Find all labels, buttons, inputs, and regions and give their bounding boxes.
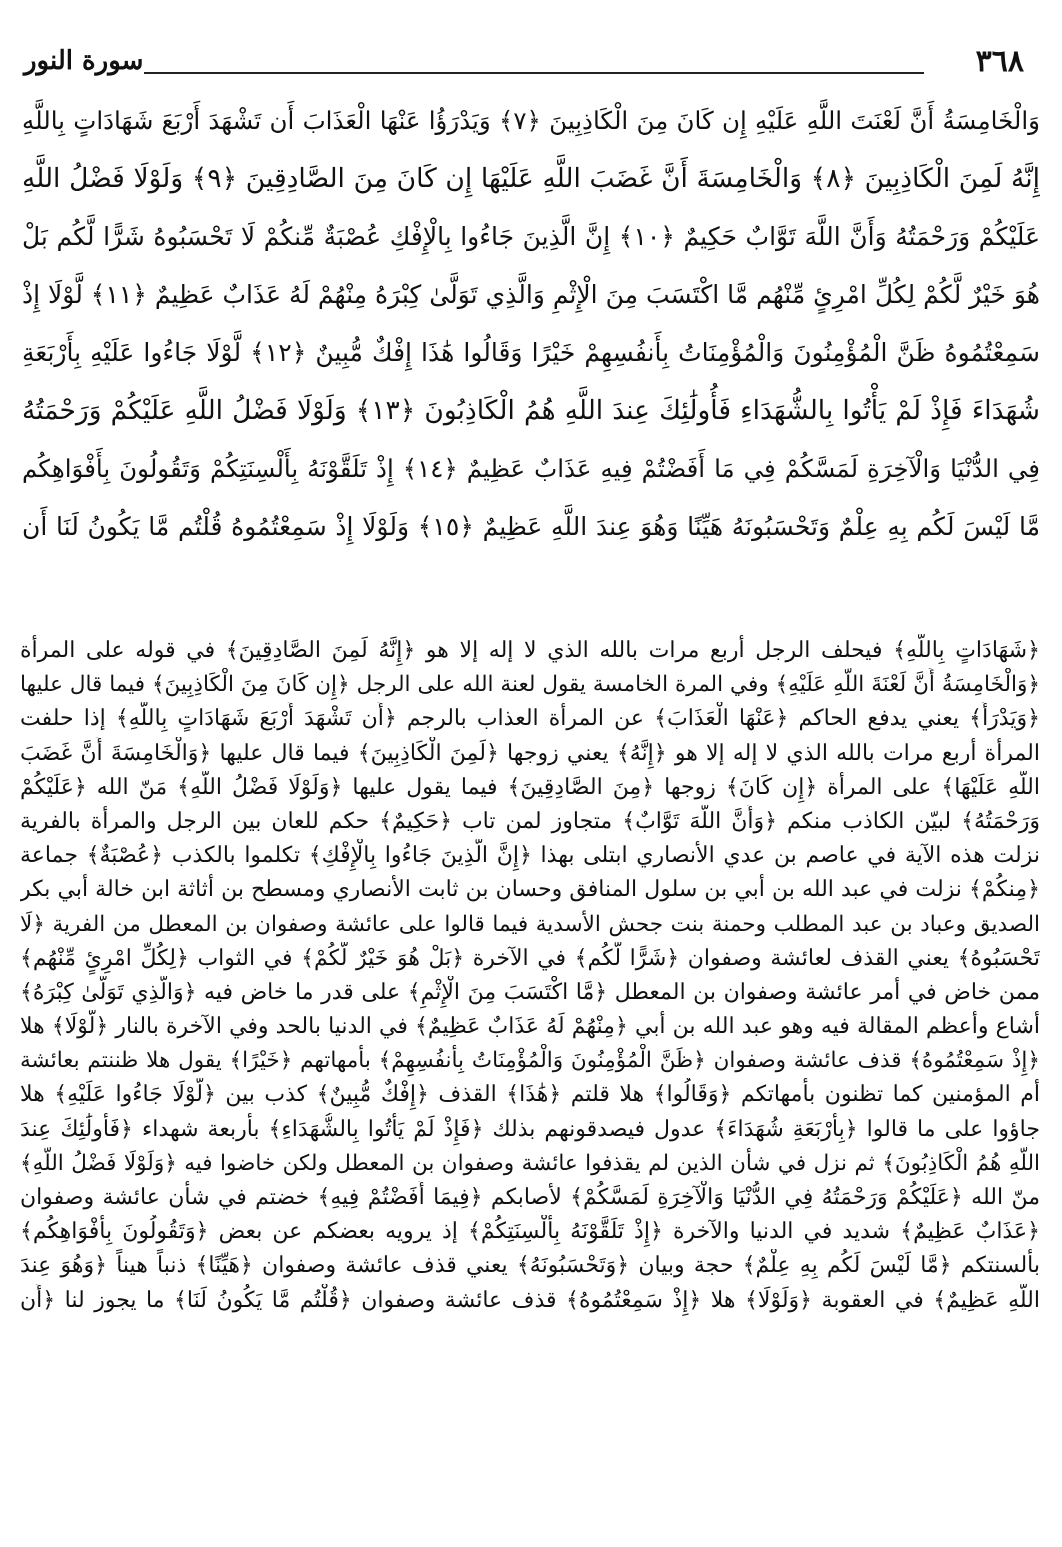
header-rule [144, 72, 924, 74]
quran-line: عَلَيْكُمْ وَرَحْمَتُهُ وَأَنَّ اللَّهَ تَوَّابٌ حَكِيمٌ ﴿١٠﴾ إِنَّ الَّذِينَ جَاءُوا بِالْإِفْكِ عُصْبَةٌ مِّنكُمْ لَا تَحْسَبُوهُ شَرًّا لَّكُم بَلْ [22, 222, 1040, 251]
quran-line: فِي الدُّنْيَا وَالْآخِرَةِ لَمَسَّكُمْ فِي مَا أَفَضْتُمْ فِيهِ عَذَابٌ عَظِيمٌ ﴿١٤﴾ إِذْ تَلَقَّوْنَهُ بِأَلْسِنَتِكُمْ وَتَقُولُونَ بِأَفْوَاهِكُم [22, 454, 1040, 483]
tafsir-line: ﴿إِذْ سَمِعْتُمُوهُ﴾ قذف عائشة وصفوان ﴿ظَنَّ الْمُؤْمِنُونَ وَالْمُؤْمِنَاتُ بِأَنفُسِهِمْ﴾ بأمهاتهم ﴿خَيْرًا﴾ يقول هلا ظننتم بعائشة [20, 1048, 1040, 1074]
tafsir-line: ممن خاض في أمر عائشة وصفوان بن المعطل ﴿مَّا اكْتَسَبَ مِنَ الْإِثْمِ﴾ على قدر ما خاض فيه ﴿وَالَّذِي تَوَلَّىٰ كِبْرَهُ﴾ [20, 979, 1040, 1005]
quran-text-block [22, 92, 1040, 556]
quran-line: وَالْخَامِسَةُ أَنَّ لَعْنَتَ اللَّهِ عَلَيْهِ إِن كَانَ مِنَ الْكَاذِبِينَ ﴿٧﴾ وَيَدْرَؤُا عَنْهَا الْعَذَابَ أَن تَشْهَدَ أَرْبَعَ شَهَادَاتٍ بِاللَّهِ [22, 106, 1040, 135]
tafsir-line: ﴿عَذَابٌ عَظِيمٌ﴾ شديد في الدنيا والآخرة ﴿إِذْ تَلَقَّوْنَهُ بِأَلْسِنَتِكُمْ﴾ إذ يرويه بعضكم عن بعض ﴿وَتَقُولُونَ بِأَفْوَاهِكُم﴾ [20, 1219, 1040, 1245]
quran-line: مَّا لَيْسَ لَكُم بِهِ عِلْمٌ وَتَحْسَبُونَهُ هَيِّنًا وَهُوَ عِندَ اللَّهِ عَظِيمٌ ﴿١٥﴾ وَلَوْلَا إِذْ سَمِعْتُمُوهُ قُلْتُم مَّا يَكُونُ لَنَا أَن [22, 512, 1040, 541]
tafsir-line: وَرَحْمَتُهُ﴾ لبيّن الكاذب منكم ﴿وَأَنَّ اللَّهَ تَوَّابٌ﴾ متجاوز لمن تاب ﴿حَكِيمٌ﴾ حكم للعان بين الرجل والمرأة بالفرية [20, 808, 1040, 834]
surah-name: سورة النور [24, 46, 144, 76]
tafsir-line: تَحْسَبُوهُ﴾ يعني القذف لعائشة وصفوان ﴿شَرًّا لَّكُم﴾ في الآخرة ﴿بَلْ هُوَ خَيْرٌ لَّكُمْ﴾ في الثواب ﴿لِكُلِّ امْرِئٍ مِّنْهُم﴾ [20, 945, 1040, 971]
page-header [24, 44, 1024, 84]
tafsir-line: اللَّهِ هُمُ الْكَاذِبُونَ﴾ ثم نزل في شأن الذين لم يقذفوا عائشة وصفوان بن المعطل ولكن خاضوا فيه ﴿وَلَوْلَا فَضْلُ اللَّهِ﴾ [20, 1150, 1040, 1176]
tafsir-line: منّ الله ﴿عَلَيْكُمْ وَرَحْمَتُهُ فِي الدُّنْيَا وَالْآخِرَةِ لَمَسَّكُمْ﴾ لأصابكم ﴿فِيمَا أَفَضْتُمْ فِيهِ﴾ خضتم في شأن عائشة وصفوان [20, 1185, 1040, 1210]
quran-line: سَمِعْتُمُوهُ ظَنَّ الْمُؤْمِنُونَ وَالْمُؤْمِنَاتُ بِأَنفُسِهِمْ خَيْرًا وَقَالُوا هَٰذَا إِفْكٌ مُّبِينٌ ﴿١٢﴾ لَّوْلَا جَاءُوا عَلَيْهِ بِأَرْبَعَةِ [22, 338, 1040, 367]
tafsir-line: نزلت هذه الآية في عاصم بن عدي الأنصاري ابتلى بهذا ﴿إِنَّ الَّذِينَ جَاءُوا بِالْإِفْكِ﴾ تكلموا بالكذب ﴿عُصْبَةٌ﴾ جماعة [20, 843, 1040, 869]
tafsir-line: أشاع وأعظم المقالة فيه وهو عبد الله بن أبي ﴿مِنْهُمْ لَهُ عَذَابٌ عَظِيمٌ﴾ في الدنيا بالحد وفي الآخرة بالنار ﴿لَّوْلَا﴾ هلا [20, 1014, 1040, 1040]
tafsir-line: اللَّهِ عَلَيْهَا﴾ على المرأة ﴿إِن كَانَ﴾ زوجها ﴿مِنَ الصَّادِقِينَ﴾ فيما يقول عليها ﴿وَلَوْلَا فَضْلُ اللَّهِ﴾ مَنّ الله ﴿عَلَيْكُمْ [20, 774, 1040, 800]
tafsir-line: ﴿وَالْخَامِسَةُ أَنَّ لَعْنَةَ اللَّهِ عَلَيْهِ﴾ وفي المرة الخامسة يقول لعنة الله على الرجل ﴿إِن كَانَ مِنَ الْكَاذِبِينَ﴾ فيما قال عليها [20, 672, 1040, 698]
tafsir-line: ﴿شَهَادَاتٍ بِاللَّهِ﴾ فيحلف الرجل أربع مرات بالله الذي لا إله إلا هو ﴿إِنَّهُ لَمِنَ الصَّادِقِينَ﴾ في قوله على المرأة [20, 638, 1040, 663]
tafsir-line: المرأة أربع مرات بالله الذي لا إله إلا هو ﴿إِنَّهُ﴾ يعني زوجها ﴿لَمِنَ الْكَاذِبِينَ﴾ فيما قال عليها ﴿وَالْخَامِسَةَ أَنَّ غَضَبَ [20, 740, 1040, 766]
tafsir-line: ﴿وَيَدْرَأُ﴾ يعني يدفع الحاكم ﴿عَنْهَا الْعَذَابَ﴾ عن المرأة العذاب بالرجم ﴿أَن تَشْهَدَ أَرْبَعَ شَهَادَاتٍ بِاللَّهِ﴾ إذا حلفت [20, 706, 1040, 732]
tafsir-line: أم المؤمنين كما تظنون بأمهاتكم ﴿وَقَالُوا﴾ هلا قلتم ﴿هَٰذَا﴾ القذف ﴿إِفْكٌ مُّبِينٌ﴾ كذب بين ﴿لَّوْلَا جَاءُوا عَلَيْهِ﴾ هلا [20, 1082, 1040, 1108]
tafsir-line: اللَّهِ عَظِيمٌ﴾ في العقوبة ﴿وَلَوْلَا﴾ هلا ﴿إِذْ سَمِعْتُمُوهُ﴾ قذف عائشة وصفوان ﴿قُلْتُم مَّا يَكُونُ لَنَا﴾ ما يجوز لنا ﴿أَن [20, 1287, 1040, 1313]
tafsir-line: الصديق وعباد بن عبد المطلب وحمنة بنت جحش الأسدية فيما قالوا على عائشة وصفوان بن المعطل من الفرية ﴿لَا [20, 911, 1040, 937]
quran-line: هُوَ خَيْرٌ لَّكُمْ لِكُلِّ امْرِئٍ مِّنْهُم مَّا اكْتَسَبَ مِنَ الْإِثْمِ وَالَّذِي تَوَلَّىٰ كِبْرَهُ مِنْهُمْ لَهُ عَذَابٌ عَظِيمٌ ﴿١١﴾ لَّوْلَا إِذْ [22, 280, 1040, 309]
tafsir-line: جاؤوا على ما قالوا ﴿بِأَرْبَعَةِ شُهَدَاءَ﴾ عدول فيصدقونهم بذلك ﴿فَإِذْ لَمْ يَأْتُوا بِالشُّهَدَاءِ﴾ بأربعة شهداء ﴿فَأُولَٰئِكَ عِندَ [20, 1116, 1040, 1142]
page-number: ٣٦٨ [975, 44, 1024, 79]
tafsir-line: بألسنتكم ﴿مَّا لَيْسَ لَكُم بِهِ عِلْمٌ﴾ حجة وبيان ﴿وَتَحْسَبُونَهُ﴾ يعني قذف عائشة وصفوان ﴿هَيِّنًا﴾ ذنباً هيناً ﴿وَهُوَ عِندَ [20, 1253, 1040, 1279]
quran-line: شُهَدَاءَ فَإِذْ لَمْ يَأْتُوا بِالشُّهَدَاءِ فَأُولَٰئِكَ عِندَ اللَّهِ هُمُ الْكَاذِبُونَ ﴿١٣﴾ وَلَوْلَا فَضْلُ اللَّهِ عَلَيْكُمْ وَرَحْمَتُهُ [22, 395, 1040, 426]
tafsir-line: ﴿مِنكُمْ﴾ نزلت في عبد الله بن أبي بن سلول المنافق وحسان بن ثابت الأنصاري ومسطح بن أثاثة ابن خالة أبي بكر [20, 877, 1040, 903]
quran-line: إِنَّهُ لَمِنَ الْكَاذِبِينَ ﴿٨﴾ وَالْخَامِسَةَ أَنَّ غَضَبَ اللَّهِ عَلَيْهَا إِن كَانَ مِنَ الصَّادِقِينَ ﴿٩﴾ وَلَوْلَا فَضْلُ اللَّهِ [22, 163, 1040, 194]
tafsir-block [20, 634, 1040, 1318]
